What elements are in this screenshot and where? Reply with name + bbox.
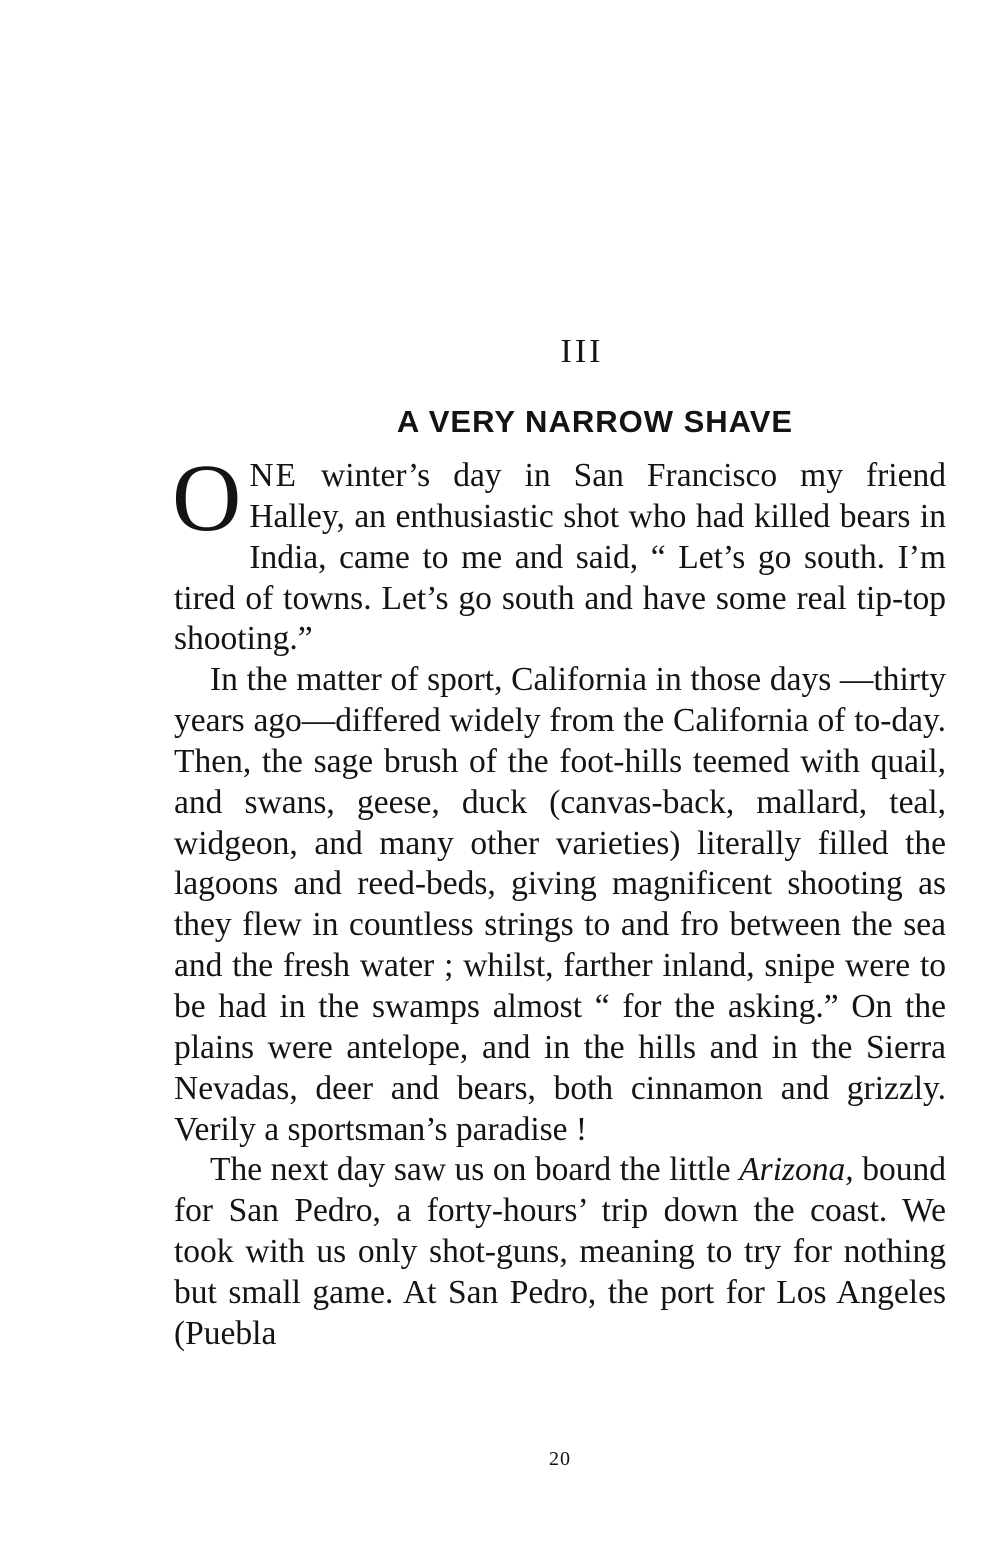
paragraph-2-text: In the matter of sport, California in those days —thirty years ago—differed widely from the California of to-day. Then, the sage brush of the foot-hills teemed with quail, and swans, geese, duck (canvas-back, mallard, teal, widgeon, and many other varieties) literally filled the lagoons and reed-beds, giving magnificent shooting as they flew in countless strings to and fro between the sea and the fresh water ; whilst, farther inland, snipe were to be had in the swamps almost “ for the asking.” On the plains were antelope, and in the hills and in the Sierra Nevadas, deer and bears, both cinnamon and grizzly. Verily a sportsman’s paradise ! [174,661,946,1148]
paragraph-3-text-end: bound for San Pedro, a forty-hours’ trip down the coast. We took with us only shot-guns, meaning to try for nothing but small game. At San Pedro, the port for Los Angeles (Puebla [174,1151,947,1352]
paragraph-2 [174,660,946,1150]
drop-cap: O [172,444,242,551]
chapter-number: III [560,333,604,370]
page-number: 20 [549,1448,571,1470]
first-word: NE [249,457,298,494]
paragraph-3 [174,1150,946,1354]
paragraph-3-text-start: The next day saw us on board the little [210,1151,740,1189]
ship-name: Arizona, [739,1151,854,1189]
paragraph-1-text: winter’s day in San Francisco my friend Halley, an enthusiastic shot who had killed bears in India, came to me and said, “ Let’s go south. I’m tired of towns. Let’s go south and have some real tip-top shooting.” [174,457,946,658]
book-page [174,330,946,1355]
paragraph-1 [172,444,946,660]
chapter-title: A VERY NARROW SHAVE [396,404,794,439]
